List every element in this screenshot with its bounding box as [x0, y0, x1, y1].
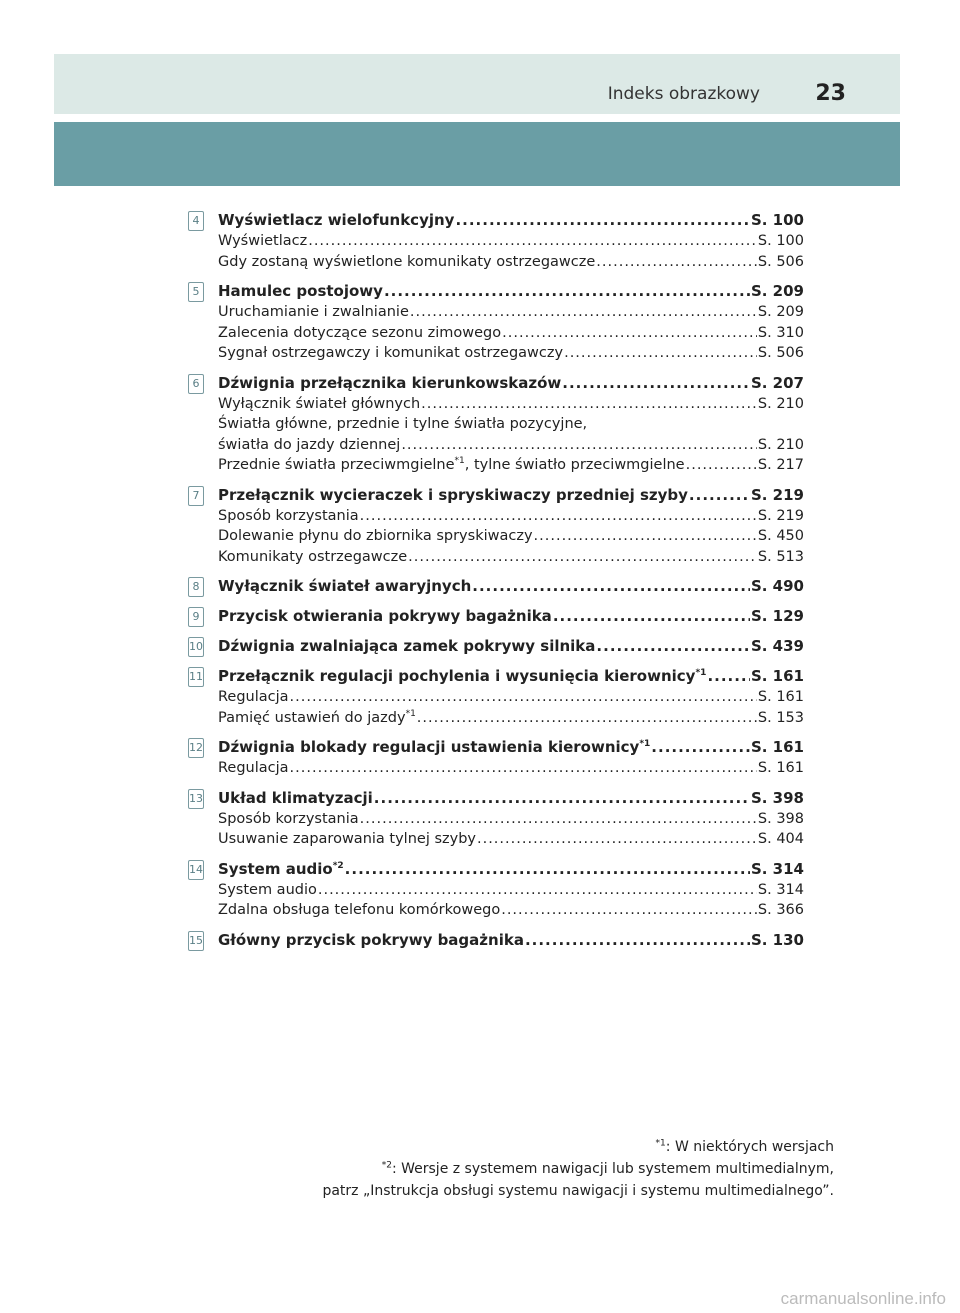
sub-entry [218, 809, 804, 830]
sub-entry [218, 506, 804, 527]
entry-heading [218, 606, 804, 627]
page-reference: S. 161 [757, 689, 804, 705]
sub-entry [218, 394, 804, 415]
item-number-badge: 7 [188, 486, 204, 506]
footnote-line: $^{*2}$: Wersje z systemem nawigacji lub systemem multimedialnym, [381, 1160, 834, 1177]
item-number-badge: 4 [188, 211, 204, 231]
leader-dots [596, 252, 757, 273]
item-number-badge: 15 [188, 931, 204, 951]
footnotes [322, 1136, 834, 1202]
page-reference: S. 130 [750, 930, 804, 949]
index-entry [189, 930, 804, 951]
page-reference: S. 210 [757, 436, 804, 453]
entry-heading [218, 281, 804, 302]
sub-entry [218, 323, 804, 344]
item-number-badge: 9 [188, 607, 204, 627]
sub-entry [218, 455, 804, 476]
footnote-line: $^{*1}$: W niektórych wersjach [655, 1138, 834, 1155]
sub-entry-text: Światła główne, przednie i tylne światła pozycyjne, [218, 416, 588, 432]
page-reference: S. 209 [750, 282, 804, 300]
sub-entry-title: Wyłącznik świateł głównych [218, 395, 421, 412]
entry-heading [218, 373, 804, 394]
leader-dots [534, 526, 757, 547]
sub-entry-title: Zalecenia dotyczące sezonu zimowego [218, 324, 502, 341]
page-reference: S. 129 [750, 607, 804, 625]
sub-entry [218, 526, 804, 547]
entry-heading [218, 210, 804, 231]
leader-dots [360, 506, 757, 527]
page-reference: S. 398 [750, 788, 804, 807]
sub-entry-title: światła do jazdy dziennej [218, 436, 401, 453]
entry-title: Układ klimatyzacji [218, 788, 373, 807]
index-list [189, 210, 804, 960]
entry-heading [218, 930, 804, 951]
leader-dots [562, 373, 750, 394]
leader-dots [455, 210, 750, 231]
footnote-mark: *1 [655, 1138, 666, 1149]
page-reference: S. 210 [757, 395, 804, 412]
section-title: Indeks obrazkowy [607, 84, 760, 104]
leader-dots [374, 788, 750, 809]
index-entry [192, 606, 804, 627]
sub-entry-title: Komunikaty ostrzegawcze [218, 548, 408, 565]
sub-entry-title: Regulacja [218, 760, 289, 776]
footnote-mark: *1 [405, 708, 416, 719]
index-entry [189, 636, 804, 657]
entry-heading [218, 576, 804, 597]
entry-title: Przełącznik regulacji pochylenia i wysunięcia kierownicy$^{*1}$ [218, 667, 707, 685]
page-reference: S. 100 [750, 211, 804, 229]
leader-dots [290, 758, 757, 779]
item-number-badge: 10 [188, 637, 204, 657]
page-reference: S. 506 [757, 345, 804, 361]
page-reference: S. 219 [757, 507, 804, 524]
page-reference: S. 161 [757, 760, 804, 776]
sub-entry-title: Usuwanie zaparowania tylnej szyby [218, 831, 476, 847]
leader-dots [525, 930, 750, 951]
entry-title: Wyłącznik świateł awaryjnych [218, 577, 472, 595]
entry-title: Przycisk otwierania pokrywy bagażnika [218, 607, 552, 625]
page-reference: S. 366 [757, 902, 804, 918]
page-reference: S. 153 [757, 709, 804, 726]
page-reference: S. 506 [757, 253, 804, 270]
page-reference: S. 100 [757, 233, 804, 249]
leader-dots [564, 343, 757, 364]
page-reference: S. 439 [750, 637, 804, 655]
leader-dots [421, 394, 757, 415]
footnote-line: patrz „Instrukcja obsługi systemu nawigacji i systemu multimedialnego”. [322, 1183, 834, 1199]
item-number-badge: 12 [188, 738, 204, 758]
sub-entry [218, 900, 804, 921]
entry-title: Dźwignia zwalniająca zamek pokrywy silnika [218, 637, 596, 655]
entry-heading [218, 485, 804, 506]
index-entry [189, 859, 804, 921]
entry-heading [218, 636, 804, 657]
leader-dots [345, 859, 750, 880]
entry-title: Dźwignia blokady regulacji ustawienia kierownicy$^{*1}$ [218, 738, 651, 756]
sub-entry-title: Sposób korzystania [218, 507, 359, 524]
page-reference: S. 217 [757, 457, 804, 473]
index-entry [192, 485, 804, 568]
footnote-mark: *1 [454, 456, 465, 467]
page-reference: S. 161 [750, 738, 804, 756]
page-reference: S. 513 [757, 548, 804, 565]
leader-dots [553, 606, 750, 627]
entry-title: System audio$^{*2}$ [218, 859, 344, 878]
item-number-badge: 14 [188, 860, 204, 880]
page-reference: S. 398 [757, 810, 804, 827]
entry-title: Przełącznik wycieraczek i spryskiwaczy przedniej szyby [218, 485, 688, 504]
sub-entry-title: Gdy zostaną wyświetlone komunikaty ostrzegawcze [218, 253, 596, 270]
sub-entry-title: Regulacja [218, 689, 289, 705]
leader-dots [596, 636, 750, 657]
sub-entry [218, 547, 804, 568]
sub-entry-title: Wyświetlacz [218, 233, 308, 249]
leader-dots [417, 708, 757, 729]
item-number-badge: 8 [188, 577, 204, 597]
index-entry [192, 210, 804, 272]
footnote-mark: *2 [332, 860, 344, 871]
leader-dots [290, 687, 757, 708]
leader-dots [689, 485, 750, 506]
page-reference: S. 219 [750, 485, 804, 504]
sub-entry [218, 231, 804, 252]
page-reference: S. 450 [757, 528, 804, 544]
sub-entry-title: Sygnał ostrzegawczy i komunikat ostrzegawczy [218, 345, 564, 361]
sub-entry-title: Przednie światła przeciwmgielne$^{*1}$, tylne światło przeciwmgielne [218, 456, 685, 473]
sub-entry-title: System audio [218, 881, 317, 898]
sub-entry [218, 829, 804, 850]
page-reference: S. 314 [757, 881, 804, 898]
sub-entry-title: Dolewanie płynu do zbiornika spryskiwaczy [218, 528, 533, 544]
page-reference: S. 207 [750, 373, 804, 392]
page-header [54, 54, 900, 114]
header-band [54, 122, 900, 186]
leader-dots [686, 455, 757, 476]
page-reference: S. 161 [750, 667, 804, 685]
entry-title: Główny przycisk pokrywy bagażnika [218, 930, 524, 949]
leader-dots [408, 547, 757, 568]
index-entry [189, 788, 804, 850]
leader-dots [651, 737, 750, 758]
leader-dots [308, 231, 757, 252]
watermark: carmanualsonline.info [780, 1289, 946, 1308]
item-number-badge: 13 [188, 789, 204, 809]
sub-entry [218, 435, 804, 456]
sub-entry [218, 758, 804, 779]
index-entry [192, 576, 804, 597]
sub-entry-title: Pamięć ustawień do jazdy$^{*1}$ [218, 708, 416, 726]
sub-entry [218, 343, 804, 364]
leader-dots [401, 435, 757, 456]
leader-dots [384, 281, 750, 302]
entry-heading [218, 859, 804, 880]
sub-entry [218, 687, 804, 708]
sub-entry-title: Zdalna obsługa telefonu komórkowego [218, 902, 501, 918]
sub-entry-title: Uruchamianie i zwalnianie [218, 304, 409, 320]
leader-dots [410, 302, 757, 323]
index-entry [189, 666, 804, 728]
page-number: 23 [815, 81, 846, 106]
footnote-mark: *1 [639, 739, 651, 749]
entry-title: Hamulec postojowy [218, 282, 383, 300]
leader-dots [477, 829, 757, 850]
footnote-mark: *1 [695, 668, 707, 678]
index-entry [192, 373, 804, 476]
entry-title: Dźwignia przełącznika kierunkowskazów [218, 373, 562, 392]
entry-heading [218, 788, 804, 809]
index-entry [192, 281, 804, 364]
item-number-badge: 11 [188, 667, 204, 687]
index-entry [189, 737, 804, 779]
page-reference: S. 209 [757, 304, 804, 320]
entry-title: Wyświetlacz wielofunkcyjny [218, 211, 455, 229]
leader-dots [360, 809, 757, 830]
leader-dots [501, 900, 757, 921]
sub-entry [218, 708, 804, 729]
page-reference: S. 404 [757, 831, 804, 847]
sub-entry [218, 302, 804, 323]
item-number-badge: 5 [188, 282, 204, 302]
page-reference: S. 314 [750, 859, 804, 878]
entry-heading [218, 666, 804, 687]
page-reference: S. 310 [757, 324, 804, 341]
leader-dots [707, 666, 750, 687]
sub-entry [218, 880, 804, 901]
leader-dots [472, 576, 750, 597]
page-reference: S. 490 [750, 577, 804, 595]
leader-dots [318, 880, 757, 901]
item-number-badge: 6 [188, 374, 204, 394]
sub-entry [218, 252, 804, 273]
leader-dots [502, 323, 757, 344]
sub-entry-title: Sposób korzystania [218, 810, 359, 827]
entry-heading [218, 737, 804, 758]
footnote-mark: *2 [381, 1160, 392, 1171]
